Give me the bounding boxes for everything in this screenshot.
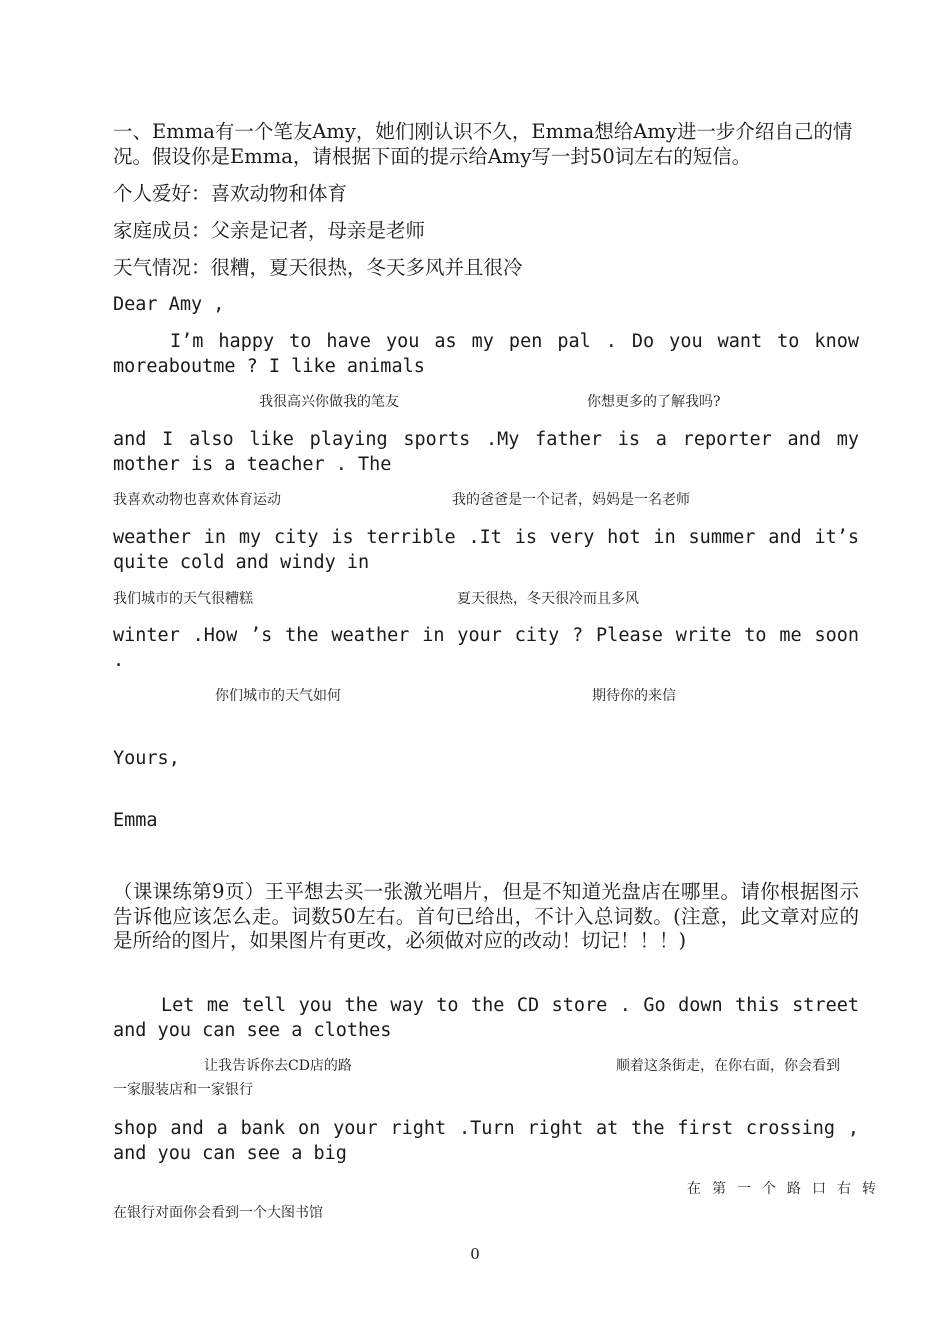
directions-paragraph-2: shop and a bank on your right .Turn right at the first crossing , and you can see a big	[113, 1118, 859, 1164]
letter-paragraph-2: and I also like playing sports .My father is a reporter and my mother is a teacher . The	[113, 429, 859, 475]
hint-weather: 天气情况：很糟，夏天很热，冬天多风并且很冷	[113, 256, 523, 279]
translation-note: 一家服装店和一家银行	[113, 1082, 253, 1098]
translation-note: 我喜欢动物也喜欢体育运动	[113, 492, 281, 508]
letter-closing: Yours,	[113, 748, 180, 769]
translation-note: 让我告诉你去CD店的路	[204, 1058, 352, 1074]
translation-note: 你想更多的了解我吗?	[587, 394, 721, 410]
letter-greeting: Dear Amy ,	[113, 294, 225, 315]
letter-paragraph-3: weather in my city is terrible .It is very hot in summer and it’s quite cold and windy in	[113, 527, 859, 573]
directions-paragraph-1: Let me tell you the way to the CD store . Go down this street and you can see a clothes	[113, 995, 859, 1041]
letter-paragraph-4: winter .How ’s the weather in your city ? Please write to me soon .	[113, 625, 859, 671]
translation-note: 我的爸爸是一个记者，妈妈是一名老师	[452, 492, 690, 508]
task1-prompt: 一、Emma有一个笔友Amy，她们刚认识不久，Emma想给Amy进一步介绍自己的情况。假设你是Emma，请根据下面的提示给Amy写一封50词左右的短信。	[113, 120, 853, 168]
translation-note: 在银行对面你会看到一个大图书馆	[113, 1205, 323, 1221]
letter-signature: Emma	[113, 810, 158, 831]
page-number: 0	[470, 1245, 480, 1263]
hint-family: 家庭成员：父亲是记者，母亲是老师	[113, 219, 426, 242]
letter-paragraph-1: I’m happy to have you as my pen pal . Do you want to know moreaboutme ? I like animals	[113, 331, 859, 377]
translation-note: 你们城市的天气如何	[215, 688, 341, 704]
task2-prompt: （课课练第9页）王平想去买一张激光唱片，但是不知道光盘店在哪里。请你根据图示告诉他应该怎么走。词数50左右。首句已给出，不计入总词数。(注意，此文章对应的是所给的图片，如果图片有更改，必须做对应的改动！切记！！！)	[113, 880, 859, 952]
translation-note: 夏天很热，冬天很冷而且多风	[457, 591, 639, 607]
translation-note: 我很高兴你做我的笔友	[259, 394, 399, 410]
translation-note: 我们城市的天气很糟糕	[113, 591, 253, 607]
translation-note: 顺着这条街走，在你右面，你会看到	[616, 1058, 840, 1074]
translation-note: 期待你的来信	[592, 688, 676, 704]
hint-hobby: 个人爱好：喜欢动物和体育	[113, 182, 348, 205]
translation-note: 在第一个路口右转	[687, 1181, 887, 1197]
